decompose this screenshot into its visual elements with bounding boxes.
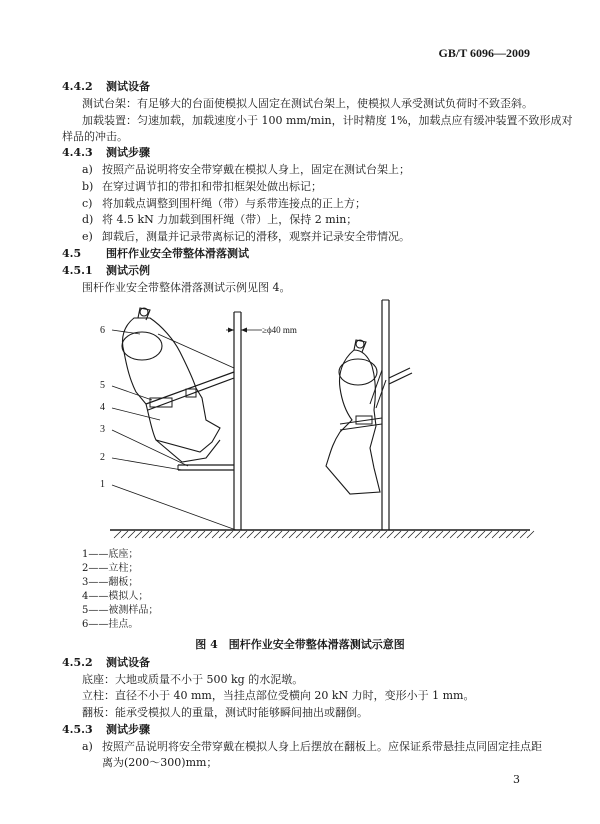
ground-hatch-line bbox=[226, 531, 233, 538]
section-number: 4.5.2 bbox=[62, 656, 93, 669]
ground-hatch-line bbox=[324, 531, 331, 538]
section-number: 4.5.1 bbox=[62, 264, 93, 277]
ground-hatch-line bbox=[485, 531, 492, 538]
ground-hatch-line bbox=[387, 531, 394, 538]
pole-left bbox=[234, 312, 241, 530]
list-text: 将 4.5 kN 力加载到围杆绳（带）上，保持 2 min； bbox=[102, 213, 358, 226]
ground-hatch-line bbox=[128, 531, 135, 538]
ground-hatch-line bbox=[177, 531, 184, 538]
paragraph: 加载装置：匀速加载，加载速度小于 100 mm/min，计时精度 1%，加载点应有缓冲装置不致形成对 bbox=[82, 114, 573, 127]
ground-hatch-line bbox=[219, 531, 226, 538]
ground-hatch-line bbox=[338, 531, 345, 538]
ground-hatch-line bbox=[352, 531, 359, 538]
page-number: 3 bbox=[513, 773, 520, 786]
section-title: 测试步骤 bbox=[106, 723, 150, 736]
dimension-label: ≥ϕ40 mm bbox=[262, 325, 297, 335]
ground-hatch-line bbox=[422, 531, 429, 538]
ground-hatch-line bbox=[142, 531, 149, 538]
ground-hatch-line bbox=[170, 531, 177, 538]
ground-hatch-line bbox=[205, 531, 212, 538]
list-item bbox=[82, 740, 542, 754]
legend-item: 3——翻板； bbox=[82, 577, 139, 588]
list-text: 按照产品说明将安全带穿戴在模拟人身上后摆放在翻板上。应保证系带悬挂点同固定挂点距 bbox=[102, 740, 542, 753]
ground-hatch-line bbox=[513, 531, 520, 538]
paragraph: 测试台架：有足够大的台面使模拟人固定在测试台架上，使模拟人承受测试负荷时不致歪斜。 bbox=[82, 97, 533, 110]
ground-hatch-line bbox=[506, 531, 513, 538]
list-marker: d) bbox=[82, 213, 94, 226]
section-title: 测试示例 bbox=[106, 264, 150, 277]
legend-item: 4——模拟人； bbox=[82, 591, 149, 602]
ground-hatch-line bbox=[527, 531, 534, 538]
pole-right bbox=[382, 300, 389, 530]
callout-4: 4 bbox=[100, 402, 105, 413]
ground-hatch-line bbox=[135, 531, 142, 538]
section-number: 4.5.3 bbox=[62, 723, 93, 736]
ground-hatch-line bbox=[275, 531, 282, 538]
list-text: 将加载点调整到围杆绳（带）与系带连接点的正上方； bbox=[102, 197, 366, 210]
ground-hatch-line bbox=[520, 531, 527, 538]
ground-hatch-line bbox=[268, 531, 275, 538]
ground-hatch-line bbox=[191, 531, 198, 538]
ground-hatch-line bbox=[240, 531, 247, 538]
ground-hatch-line bbox=[184, 531, 191, 538]
figure-caption: 图 4 围杆作业安全带整体滑落测试示意图 bbox=[195, 638, 405, 651]
section-number: 4.4.2 bbox=[62, 80, 93, 93]
ground-hatch-line bbox=[401, 531, 408, 538]
legend-item: 1——底座； bbox=[82, 549, 139, 560]
callout-2: 2 bbox=[100, 452, 105, 463]
ground-hatch-line bbox=[492, 531, 499, 538]
legend-item: 5——被测样品； bbox=[82, 605, 159, 616]
flap-board-right bbox=[389, 368, 412, 384]
ground-hatch-line bbox=[114, 531, 121, 538]
list-text: 按照产品说明将安全带穿戴在模拟人身上，固定在测试台架上； bbox=[102, 163, 410, 176]
section-title: 围杆作业安全带整体滑落测试 bbox=[106, 247, 249, 260]
ground-hatch-line bbox=[163, 531, 170, 538]
paragraph: 立柱：直径不小于 40 mm，当挂点部位受横向 20 kN 力时，变形小于 1 mm。 bbox=[82, 689, 475, 702]
legend-item: 6——挂点。 bbox=[82, 619, 139, 630]
callout-leaders bbox=[112, 330, 236, 530]
ground-hatch-line bbox=[464, 531, 471, 538]
list-marker: e) bbox=[82, 230, 93, 243]
list-marker: a) bbox=[82, 740, 93, 753]
section-number: 4.4.3 bbox=[62, 146, 93, 159]
ground-hatch-line bbox=[261, 531, 268, 538]
ground-hatch-line bbox=[366, 531, 373, 538]
ground-hatch-line bbox=[212, 531, 219, 538]
diameter-dimension bbox=[226, 328, 262, 333]
ground-hatch-line bbox=[450, 531, 457, 538]
ground-base bbox=[110, 530, 534, 538]
ground-hatch-line bbox=[254, 531, 261, 538]
ground-hatch-line bbox=[345, 531, 352, 538]
paragraph-continuation: 样品的冲击。 bbox=[62, 130, 128, 143]
flap-board-left bbox=[178, 465, 234, 470]
paragraph: 底座：大地或质量不小于 500 kg 的水泥墩。 bbox=[82, 673, 304, 686]
section-4-5-3-heading bbox=[62, 723, 150, 737]
ground-hatch-line bbox=[233, 531, 240, 538]
list-marker: c) bbox=[82, 197, 93, 210]
belt-right bbox=[340, 370, 386, 430]
paragraph: 围杆作业安全带整体滑落测试示例见图 4。 bbox=[82, 281, 291, 294]
list-text: 在穿过调节扣的带扣和带扣框架处做出标记； bbox=[102, 180, 322, 193]
ground-hatch-line bbox=[282, 531, 289, 538]
legend-item: 2——立柱； bbox=[82, 563, 139, 574]
section-title: 测试设备 bbox=[106, 656, 150, 669]
section-number: 4.5 bbox=[62, 247, 82, 260]
ground-hatch-line bbox=[121, 531, 128, 538]
ground-hatch-line bbox=[443, 531, 450, 538]
ground-hatch-line bbox=[471, 531, 478, 538]
ground-hatch-line bbox=[198, 531, 205, 538]
callout-6: 6 bbox=[100, 325, 105, 336]
list-marker: b) bbox=[82, 180, 94, 193]
ground-hatch-line bbox=[317, 531, 324, 538]
callout-3: 3 bbox=[100, 424, 105, 435]
ground-hatch-line bbox=[310, 531, 317, 538]
ground-hatch-line bbox=[429, 531, 436, 538]
list-text: 卸载后，测量并记录带离标记的滑移，观察并记录安全带情况。 bbox=[102, 230, 410, 243]
ground-hatch-line bbox=[359, 531, 366, 538]
callout-5: 5 bbox=[100, 380, 105, 391]
ground-hatch-line bbox=[478, 531, 485, 538]
list-item-continuation: 离为(200～300)mm； bbox=[102, 756, 218, 769]
ground-hatch-line bbox=[289, 531, 296, 538]
ground-hatch-line bbox=[380, 531, 387, 538]
ground-hatch-line bbox=[156, 531, 163, 538]
ground-hatch-line bbox=[415, 531, 422, 538]
ground-hatch-line bbox=[149, 531, 156, 538]
ground-hatch-line bbox=[436, 531, 443, 538]
section-title: 测试步骤 bbox=[106, 146, 150, 159]
section-title: 测试设备 bbox=[106, 80, 150, 93]
ground-hatch-line bbox=[303, 531, 310, 538]
ground-hatch-line bbox=[394, 531, 401, 538]
section-4-5-2-heading bbox=[62, 656, 150, 670]
paragraph: 翻板：能承受模拟人的重量，测试时能够瞬间抽出或翻倒。 bbox=[82, 706, 368, 719]
callout-1: 1 bbox=[100, 479, 105, 490]
ground-hatch-line bbox=[247, 531, 254, 538]
standard-code: GB/T 6096—2009 bbox=[438, 46, 530, 60]
ground-hatch-line bbox=[499, 531, 506, 538]
ground-hatch-line bbox=[331, 531, 338, 538]
ground-hatch-line bbox=[457, 531, 464, 538]
dummy-left bbox=[122, 308, 220, 462]
list-marker: a) bbox=[82, 163, 93, 176]
ground-hatch-line bbox=[296, 531, 303, 538]
ground-hatch-line bbox=[408, 531, 415, 538]
ground-hatch-line bbox=[373, 531, 380, 538]
